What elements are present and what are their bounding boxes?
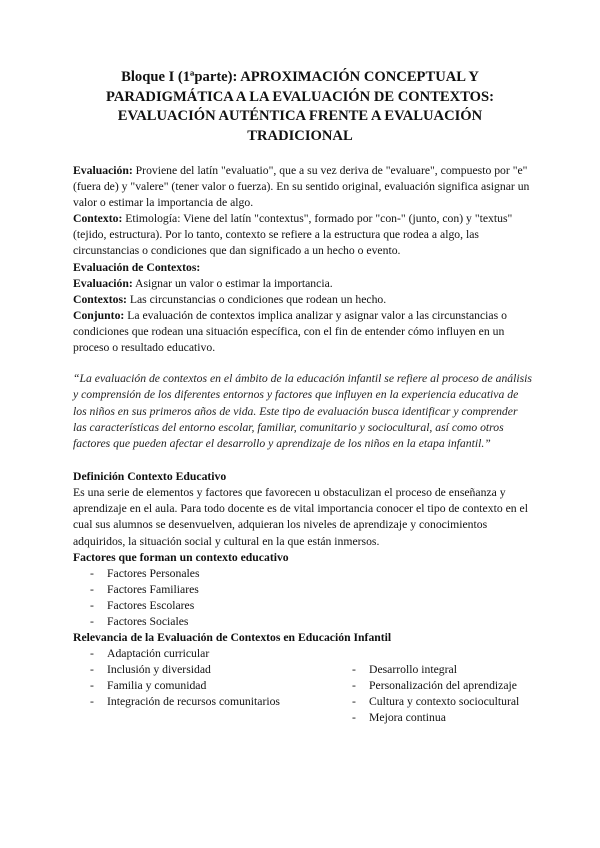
list-item: - Adaptación curricular bbox=[90, 646, 335, 662]
concept-item bbox=[73, 308, 533, 356]
relevancia-left-column bbox=[73, 646, 335, 726]
concept-item bbox=[73, 276, 533, 292]
concept-term: Conjunto: bbox=[73, 308, 125, 322]
section-heading-relevancia: Relevancia de la Evaluación de Contextos en Educación Infantil bbox=[73, 631, 392, 645]
list-item: - Factores Familiares bbox=[90, 582, 533, 598]
concept-text: La evaluación de contextos implica analizar y asignar valor a las circunstancias o condiciones que rodean una situación específica, con el fin de entender cómo influyen en un proceso o resultado educativo. bbox=[73, 308, 507, 355]
section-heading-contexto-educativo: Definición Contexto Educativo bbox=[73, 470, 227, 484]
contexto-educativo-text: Es una serie de elementos y factores que favorecen u obstaculizan el proceso de enseñanza y aprendizaje en el aula. Para todo docente es de vital importancia conocer el tipo de contexto en el cual sus alumnos se desenvuelven, adquieran los niveles de aprendizaje y conocimientos adquiridos, la situación social y cultural en la que están inmersos. bbox=[73, 486, 528, 548]
section-heading-factores: Factores que forman un contexto educativo bbox=[73, 550, 289, 564]
relevancia-right-list bbox=[335, 662, 533, 726]
concept-item bbox=[73, 292, 533, 308]
list-item: - Integración de recursos comunitarios bbox=[90, 694, 335, 710]
definition-text: Etimología: Viene del latín "contextus", formado por "con-" (junto, con) y "textus" (tejido, estructura). Por lo tanto, contexto se refiere a la estructura que rodea a algo, las circunstancias o condiciones que dan significado a un hecho o evento. bbox=[73, 212, 513, 258]
concept-term: Contextos: bbox=[73, 292, 127, 306]
relevancia-right-column bbox=[335, 662, 533, 726]
concept-text: Las circunstancias o condiciones que rodean un hecho. bbox=[126, 292, 387, 306]
quote-block: “La evaluación de contextos en el ámbito de la educación infantil se refiere al proceso de análisis y comprensión de los diferentes entornos y factores que influyen en la experiencia educativa de los niños en sus primeros años de vida. Este tipo de evaluación busca identificar y comprender las características del entorno escolar, familiar, comunitario y sociocultural, así como otros factores que pueden afectar el desarrollo y aprendizaje de los niños en la etapa infantil.” bbox=[73, 372, 532, 450]
factores-list bbox=[73, 566, 533, 630]
relevancia-columns bbox=[73, 646, 533, 726]
list-item: - Desarrollo integral bbox=[352, 662, 533, 678]
title-line: EVALUACIÓN AUTÉNTICA FRENTE A EVALUACIÓN bbox=[117, 108, 483, 125]
concept-term: Evaluación: bbox=[73, 276, 133, 290]
list-item: - Factores Personales bbox=[90, 566, 533, 582]
list-item: - Factores Sociales bbox=[90, 614, 533, 630]
title-line: PARADIGMÁTICA A LA EVALUACIÓN DE CONTEXTOS: bbox=[105, 88, 494, 105]
list-item: - Familia y comunidad bbox=[90, 678, 335, 694]
definition-text: Proviene del latín "evaluatio", que a su vez deriva de "evaluare", compuesto por "e" (fuera de) y "valere" (tener valor o fuerza). En su sentido original, evaluación significa asignar un valor o estimar la importancia de algo. bbox=[73, 164, 530, 210]
list-item: - Inclusión y diversidad bbox=[90, 662, 335, 678]
title-line: Bloque I (1ªparte): APROXIMACIÓN CONCEPTUAL Y bbox=[121, 69, 479, 85]
list-item: - Mejora continua bbox=[352, 710, 533, 726]
relevancia-left-list bbox=[73, 646, 335, 710]
document-body bbox=[73, 163, 533, 727]
list-item: - Cultura y contexto sociocultural bbox=[352, 694, 533, 710]
section-heading-evaluacion-contextos: Evaluación de Contextos: bbox=[73, 260, 201, 274]
list-item: - Personalización del aprendizaje bbox=[352, 678, 533, 694]
list-item: - Factores Escolares bbox=[90, 598, 533, 614]
concept-text: Asignar un valor o estimar la importancia. bbox=[132, 276, 333, 290]
document-title bbox=[96, 68, 504, 146]
definition-evaluacion bbox=[73, 163, 533, 211]
definition-contexto bbox=[73, 211, 533, 259]
definition-term: Evaluación: bbox=[73, 164, 133, 177]
title-line: TRADICIONAL bbox=[247, 127, 353, 144]
definition-term: Contexto: bbox=[73, 212, 123, 226]
